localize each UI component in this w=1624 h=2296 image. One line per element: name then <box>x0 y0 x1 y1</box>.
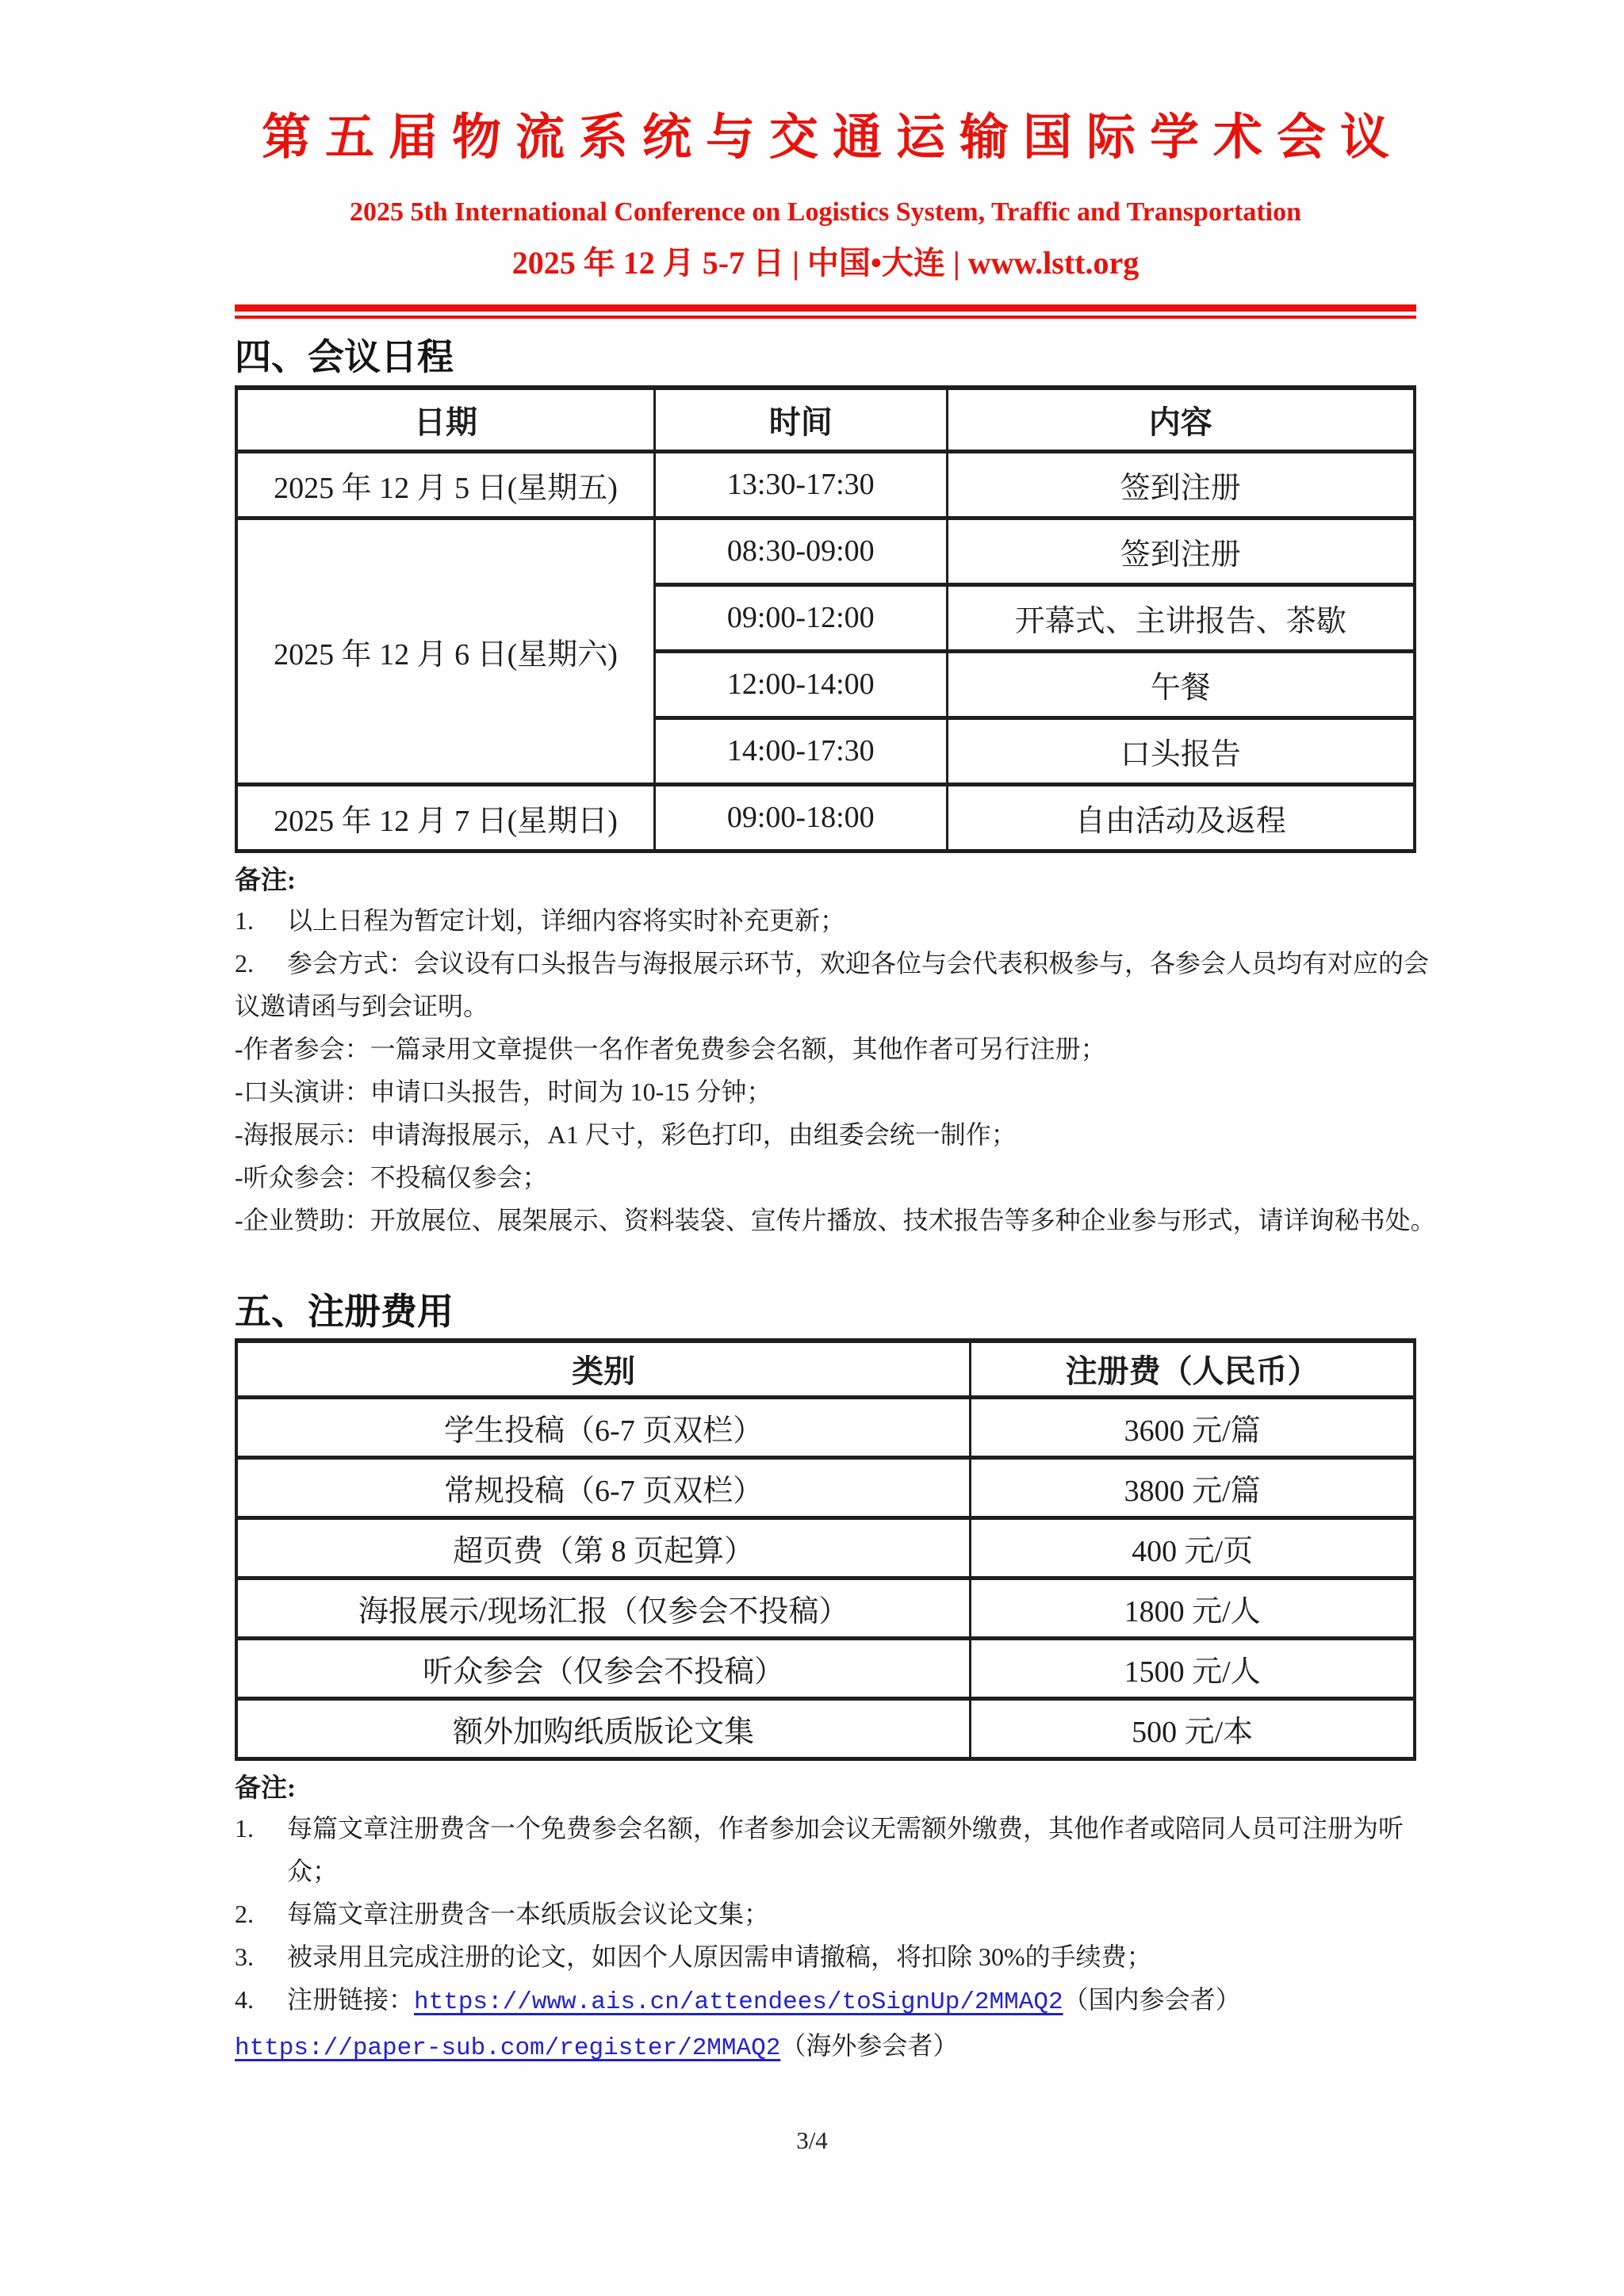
note-number: 2. <box>235 948 254 978</box>
fees-cell-fee: 500 元/本 <box>971 1699 1415 1759</box>
page-number: 3/4 <box>796 2126 828 2154</box>
conference-header <box>235 0 1416 319</box>
fees-table <box>235 1338 1416 1762</box>
registration-link-overseas[interactable]: https://paper-sub.com/register/2MMAQ2 <box>235 2034 781 2062</box>
note-text: -作者参会：一篇录用文章提供一名作者免费参会名额，其他作者可另行注册； <box>235 1034 1106 1063</box>
header-divider <box>235 304 1416 319</box>
fees-cell-fee: 3600 元/篇 <box>971 1398 1415 1458</box>
schedule-header-time: 时间 <box>655 388 948 451</box>
note-number: 1. <box>235 905 254 935</box>
note-text: 每篇文章注册费含一本纸质版会议论文集； <box>287 1900 770 1928</box>
note-number: 2. <box>235 1900 254 1928</box>
table-row <box>236 1699 1415 1759</box>
section-heading-schedule: 四、会议日程 <box>235 337 454 377</box>
note-text: 注册链接： <box>287 1985 415 2014</box>
table-row <box>236 1578 1415 1639</box>
table-row <box>236 784 1415 851</box>
schedule-cell-content: 口头报告 <box>947 718 1415 784</box>
schedule-cell-time: 09:00-12:00 <box>655 584 948 651</box>
schedule-note-line <box>235 1070 1416 1113</box>
page-content <box>235 0 1436 2070</box>
note-number: 3. <box>235 1942 254 1971</box>
note-text: -海报展示：申请海报展示，A1 尺寸，彩色打印，由组委会统一制作； <box>235 1119 1017 1149</box>
note-number: 4. <box>235 1985 254 2014</box>
fees-cell-fee: 400 元/页 <box>971 1518 1415 1578</box>
schedule-header-content: 内容 <box>947 388 1415 451</box>
schedule-cell-time: 14:00-17:30 <box>655 718 948 784</box>
fees-cell-category: 学生投稿（6-7 页双栏） <box>236 1398 971 1458</box>
fees-note-line <box>235 1807 1416 1850</box>
conference-title-cn: 第五届物流系统与交通运输国际学术会议 <box>261 111 1404 165</box>
schedule-note-line <box>235 1113 1416 1156</box>
fees-note-line <box>235 1892 1416 1935</box>
conference-subtitle-en: 2025 5th International Conference on Logistics System, Traffic and Transportation <box>349 197 1302 227</box>
schedule-cell-time: 09:00-18:00 <box>655 784 948 851</box>
table-row <box>236 518 1415 584</box>
fees-cell-fee: 3800 元/篇 <box>971 1458 1415 1518</box>
note-text: 众； <box>287 1857 339 1885</box>
schedule-cell-time: 12:00-14:00 <box>655 651 948 718</box>
fees-cell-fee: 1500 元/人 <box>971 1639 1415 1699</box>
fees-cell-category: 常规投稿（6-7 页双栏） <box>236 1458 971 1518</box>
fees-cell-category: 听众参会（仅参会不投稿） <box>236 1639 971 1699</box>
table-row <box>236 1518 1415 1578</box>
schedule-cell-time: 08:30-09:00 <box>655 518 948 584</box>
fees-note-line <box>235 1978 1416 2024</box>
note-suffix: （海外参会者） <box>780 2031 959 2060</box>
schedule-header-row <box>236 388 1415 451</box>
schedule-cell-content: 开幕式、主讲报告、茶歇 <box>947 584 1415 651</box>
header-divider-thick-line <box>235 304 1416 312</box>
fees-note-line <box>235 1935 1416 1978</box>
fees-note-line <box>235 2024 1416 2070</box>
schedule-cell-date: 2025 年 12 月 5 日(星期五) <box>236 451 655 518</box>
schedule-cell-time: 13:30-17:30 <box>655 451 948 518</box>
note-text: 议邀请函与到会证明。 <box>235 991 489 1020</box>
table-row <box>236 451 1415 518</box>
conference-info-line: 2025 年 12 月 5-7 日 | 中国•大连 | www.lstt.org <box>511 245 1139 281</box>
note-text: 参会方式：会议设有口头报告与海报展示环节，欢迎各位与会代表积极参与，各参会人员均有对应的会 <box>287 948 1430 978</box>
note-number: 1. <box>235 1814 254 1843</box>
table-row <box>236 1639 1415 1699</box>
fees-cell-category: 海报展示/现场汇报（仅参会不投稿） <box>236 1578 971 1639</box>
note-text: 每篇文章注册费含一个免费参会名额，作者参加会议无需额外缴费，其他作者或陪同人员可注册为听 <box>287 1814 1404 1843</box>
fees-cell-fee: 1800 元/人 <box>971 1578 1415 1639</box>
schedule-cell-date: 2025 年 12 月 6 日(星期六) <box>236 518 655 784</box>
section-heading-fees: 五、注册费用 <box>235 1291 454 1332</box>
schedule-header-date: 日期 <box>236 388 655 451</box>
schedule-table <box>235 385 1416 853</box>
table-row <box>236 1398 1415 1458</box>
fees-notes-label: 备注: <box>235 1774 296 1803</box>
schedule-cell-content: 签到注册 <box>947 518 1415 584</box>
note-text: -听众参会：不投稿仅参会； <box>235 1162 548 1192</box>
schedule-cell-content: 自由活动及返程 <box>947 784 1415 851</box>
fees-header-row <box>236 1341 1415 1398</box>
fees-cell-category: 额外加购纸质版论文集 <box>236 1699 971 1759</box>
note-text: -口头演讲：申请口头报告，时间为 10-15 分钟； <box>235 1077 772 1106</box>
table-row <box>236 1458 1415 1518</box>
schedule-cell-content: 午餐 <box>947 651 1415 718</box>
fees-cell-category: 超页费（第 8 页起算） <box>236 1518 971 1578</box>
schedule-notes-label: 备注: <box>235 866 296 895</box>
schedule-note-line <box>235 985 1416 1027</box>
note-text: -企业赞助：开放展位、展架展示、资料装袋、宣传片播放、技术报告等多种企业参与形式，请详询秘书处。 <box>235 1205 1436 1234</box>
note-suffix: （国内参会者） <box>1063 1985 1241 2014</box>
note-text: 被录用且完成注册的论文，如因个人原因需申请撤稿，将扣除 30%的手续费； <box>287 1942 1152 1971</box>
fees-note-continuation <box>235 1850 1416 1892</box>
schedule-note-line <box>235 1027 1416 1070</box>
schedule-cell-date: 2025 年 12 月 7 日(星期日) <box>236 784 655 851</box>
note-text: 以上日程为暂定计划，详细内容将实时补充更新； <box>287 905 846 935</box>
schedule-note-line <box>235 899 1416 942</box>
schedule-note-line <box>235 1156 1416 1199</box>
fees-header-category: 类别 <box>236 1341 971 1398</box>
fees-header-fee: 注册费（人民币） <box>971 1341 1415 1398</box>
schedule-note-line <box>235 942 1430 985</box>
header-divider-thin-line <box>235 316 1416 319</box>
registration-link-domestic[interactable]: https://www.ais.cn/attendees/toSignUp/2MMAQ2 <box>414 1988 1063 2016</box>
schedule-note-line <box>235 1199 1436 1242</box>
schedule-cell-content: 签到注册 <box>947 451 1415 518</box>
